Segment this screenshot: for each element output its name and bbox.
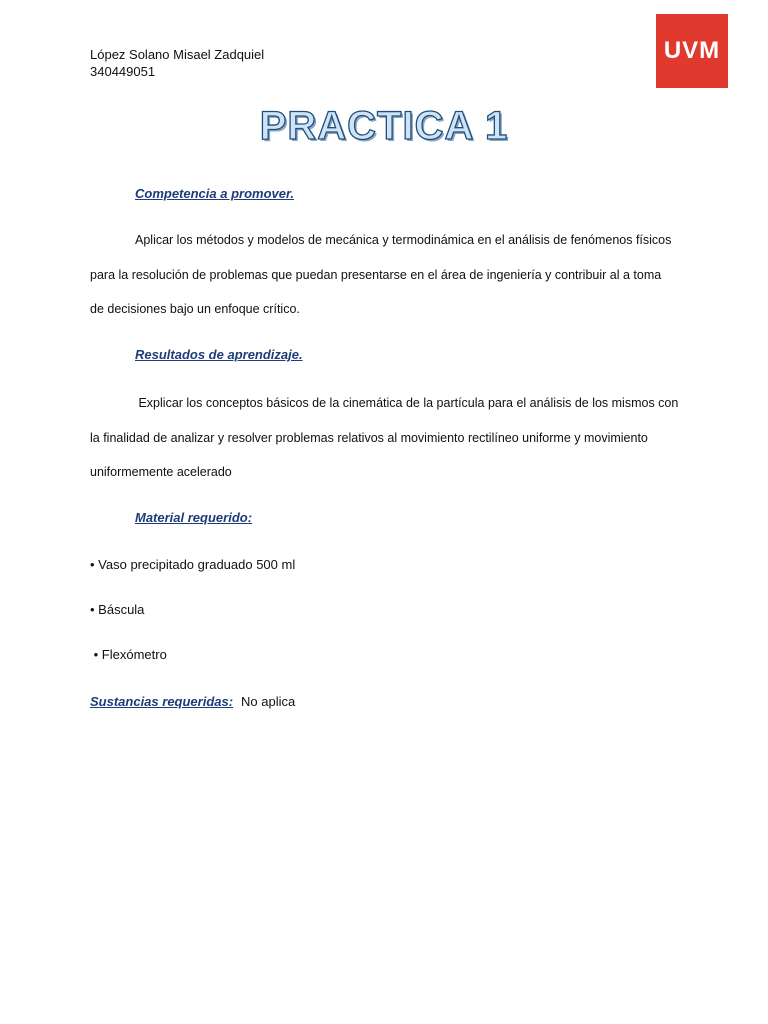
- resultados-line: uniformemente acelerado: [90, 465, 232, 479]
- material-item: • Báscula: [90, 602, 145, 617]
- resultados-line: Explicar los conceptos básicos de la cinemática de la partícula para el análisis de los mismos con: [135, 396, 679, 410]
- competencia-line: Aplicar los métodos y modelos de mecánica y termodinámica en el análisis de fenómenos físicos: [135, 233, 672, 247]
- sustancias-heading: Sustancias requeridas:: [90, 694, 234, 709]
- page-title: PRACTICA 1: [259, 104, 509, 148]
- author-block: [90, 46, 264, 80]
- competencia-paragraph: [90, 223, 690, 327]
- competencia-line: para la resolución de problemas que puedan presentarse en el área de ingeniería y contribuir al a toma: [90, 267, 662, 282]
- sustancias-value: No aplica: [241, 694, 296, 709]
- uvm-logo: [656, 14, 728, 88]
- material-heading: Material requerido:: [135, 510, 253, 525]
- resultados-paragraph: [90, 386, 690, 490]
- material-item: • Vaso precipitado graduado 500 ml: [90, 557, 296, 572]
- competencia-line: de decisiones bajo un enfoque crítico.: [90, 302, 300, 316]
- logo-text: UVM: [663, 37, 721, 64]
- resultados-line: la finalidad de analizar y resolver problemas relativos al movimiento rectilíneo uniforme y movimiento: [90, 430, 648, 445]
- resultados-heading: Resultados de aprendizaje.: [135, 347, 303, 362]
- competencia-heading: Competencia a promover.: [135, 186, 294, 201]
- material-item: • Flexómetro: [90, 647, 167, 662]
- student-id: 340449051: [90, 64, 156, 79]
- author-name: López Solano Misael Zadquiel: [90, 47, 265, 62]
